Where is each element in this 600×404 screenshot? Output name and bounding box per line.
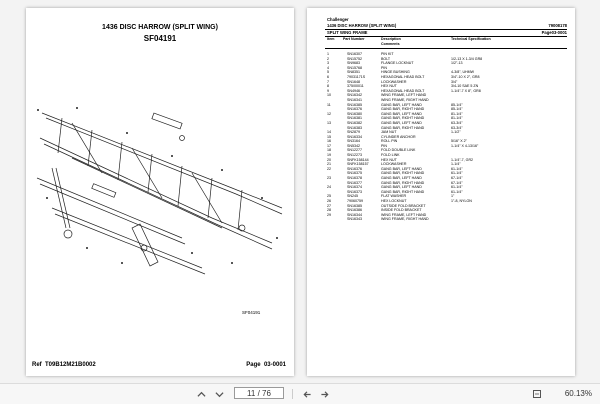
item-cell: 8 — [327, 84, 329, 89]
item-cell: 18 — [327, 148, 331, 153]
spec-cell: 61-1/4" — [451, 185, 463, 190]
item-cell: 2 — [327, 56, 329, 61]
part-number-cell: SN16383 — [347, 125, 362, 130]
part-number-cell: SN16307 — [347, 52, 362, 56]
spec-cell: 1"-8, NYLON — [451, 199, 472, 203]
description-cell: HEX LOCKNUT — [381, 199, 407, 203]
spec-cell: 85-1/4" — [451, 102, 463, 107]
item-cell: 11 — [327, 102, 331, 107]
description-cell: GANG BAR, LEFT HAND — [381, 102, 422, 107]
spec-cell — [451, 217, 561, 222]
page-current: 11 — [247, 388, 256, 398]
part-number-cell: SN16385 — [347, 203, 362, 208]
description-cell: GANG BAR, LEFT HAND — [381, 120, 422, 125]
col-comments: Comments — [381, 42, 400, 46]
parts-table — [327, 52, 567, 222]
part-number-cell: SN1648 — [347, 79, 360, 84]
description-cell: GANG BAR, LEFT HAND — [381, 166, 422, 171]
item-cell: 20 — [327, 157, 331, 162]
zoom-level[interactable]: 60.13% — [564, 389, 592, 398]
description-cell: GANG BAR, LEFT HAND — [381, 111, 422, 116]
description-cell: PIN — [381, 65, 387, 70]
description-cell: GANG BAR, LEFT HAND — [381, 176, 422, 181]
item-cell: 23 — [327, 176, 331, 181]
part-number-cell: 79031171S — [347, 74, 366, 79]
description-cell: FOLD DOUBLE LINK — [381, 148, 416, 153]
item-cell — [327, 217, 347, 222]
item-cell: 28 — [327, 208, 331, 213]
ref-field — [32, 362, 96, 368]
part-number-cell: SN16385 — [347, 102, 362, 107]
spec-cell: 3/4"-10 X 2", GR8 — [451, 74, 480, 79]
part-number-cell: SN16341 — [347, 97, 362, 102]
item-cell: 5 — [327, 70, 329, 75]
description-cell: GANG BAR, LEFT HAND — [381, 185, 422, 190]
item-cell: 14 — [327, 130, 331, 135]
fit-page-icon — [532, 389, 542, 399]
description-cell: FLAT WASHER — [381, 194, 407, 199]
item-cell: 6 — [327, 74, 329, 79]
spec-cell: 63-3/4" — [451, 120, 463, 125]
description-cell: HEXAGONAL HEAD BOLT — [381, 74, 425, 79]
part-number-cell: 375/00011 — [347, 84, 364, 89]
page-title: 1436 DISC HARROW (SPLIT WING) — [102, 24, 218, 31]
item-cell: 27 — [327, 203, 331, 208]
brand-name: Challenger — [327, 17, 349, 22]
parts-title: 1436 DISC HARROW (SPLIT WING) — [327, 23, 397, 28]
description-cell: HEXAGONAL HEAD BOLT — [381, 88, 425, 93]
spec-cell: 1/2"-13 — [451, 61, 463, 66]
item-cell: 19 — [327, 153, 331, 158]
next-page-button[interactable] — [212, 387, 226, 401]
toolbar-divider — [292, 389, 293, 399]
part-number-cell: SN16376 — [347, 166, 362, 171]
back-button[interactable] — [300, 387, 314, 401]
prev-page-button[interactable] — [194, 387, 208, 401]
description-cell: HEX NUT — [381, 157, 397, 162]
part-number-cell: SN16376 — [347, 107, 362, 112]
description-cell: GANG BAR, RIGHT HAND — [381, 116, 425, 121]
description-cell: WING FRAME, RIGHT HAND — [381, 97, 429, 102]
description-cell: GANG BAR, RIGHT HAND — [381, 107, 425, 112]
part-number-cell: SN16334 — [347, 134, 362, 139]
item-cell: 10 — [327, 93, 331, 98]
table-row — [327, 217, 567, 222]
part-number-cell: SN12277 — [347, 148, 362, 153]
col-description: Description — [381, 37, 401, 41]
item-cell: 3 — [327, 61, 329, 66]
page-value: 03-0001 — [263, 362, 286, 368]
spec-cell: 5/16" X 2" — [451, 139, 467, 144]
item-cell: 26 — [327, 199, 331, 203]
spec-cell: 67-1/4" — [451, 176, 463, 181]
page-reference: Page03-0001 — [541, 30, 567, 35]
description-cell: WING FRAME, LEFT HAND — [381, 212, 427, 217]
description-cell: FOLD LINK — [381, 153, 400, 158]
table-header-rule — [325, 48, 567, 49]
arrow-left-icon — [302, 390, 312, 399]
item-cell: 7 — [327, 79, 329, 84]
description-cell: HINGE BUSHING — [381, 70, 410, 75]
spec-cell: 67-1/4" — [451, 180, 463, 185]
section-name: SPLIT WING FRAME — [327, 30, 368, 35]
item-cell: 17 — [327, 143, 331, 148]
part-number-cell: SN16344 — [347, 212, 362, 217]
part-number-cell: SN16380 — [347, 111, 362, 116]
part-number-cell: SN9683 — [347, 61, 360, 66]
ref-label: Ref — [32, 362, 42, 368]
description-cell: LOCKWASHER — [381, 162, 407, 167]
item-cell: 22 — [327, 166, 331, 171]
spec-cell: 61-1/4" — [451, 171, 463, 176]
part-number-cell: SN16382 — [347, 120, 362, 125]
part-number-cell: SN4946 — [347, 88, 360, 93]
part-number-cell: SN16343 — [347, 217, 362, 222]
description-cell: CYLINDER ANCHOR — [381, 134, 416, 139]
part-number-cell: SN5342 — [347, 143, 360, 148]
page-number-input[interactable] — [234, 387, 284, 399]
doc-number: 79008178 — [548, 23, 567, 28]
item-cell: 25 — [327, 194, 331, 199]
description-cell: GANG BAR, RIGHT HAND — [381, 171, 425, 176]
page-right — [307, 8, 575, 376]
page-subtitle: SF04191 — [143, 34, 177, 43]
spec-cell: 81-1/4" — [451, 111, 463, 116]
spec-cell: 3/4-10 SAE 5 ZN — [451, 84, 479, 89]
col-item: Item — [327, 37, 335, 41]
item-cell: 24 — [327, 185, 331, 190]
part-number-cell: SN15752 — [347, 56, 362, 61]
spec-cell: 85-1/4" — [451, 107, 463, 112]
part-number-cell: SN16377 — [347, 180, 362, 185]
item-cell: 9 — [327, 88, 329, 93]
page-field — [246, 362, 286, 368]
description-cell: JAM NUT — [381, 130, 397, 135]
spec-cell: 61-1/4" — [451, 189, 463, 194]
arrow-right-icon — [320, 390, 330, 399]
ref-value: T09B12M21B0002 — [45, 362, 96, 368]
col-tech-spec: Technical Specification — [451, 37, 491, 41]
part-number-cell: SN245 — [347, 194, 358, 199]
spec-cell: 1-1/4"-7 X 8", GR8 — [451, 88, 481, 93]
spec-cell: 81-1/4" — [451, 116, 463, 121]
col-part-number: Part Number — [343, 37, 365, 41]
page-label: Page — [246, 362, 261, 368]
description-cell: LOCKWASHER — [381, 79, 407, 84]
spec-cell: 63-3/4" — [451, 125, 463, 130]
spec-cell: 4-3/8", UHMW — [451, 70, 475, 75]
spec-cell: 1-1/4" X 4-13/16" — [451, 143, 479, 148]
item-cell: 29 — [327, 212, 331, 217]
item-cell: 15 — [327, 134, 331, 139]
description-cell: INSIDE FOLD BRACKET — [381, 208, 422, 213]
description-cell: WING FRAME, LEFT HAND — [381, 93, 427, 98]
chevron-up-icon — [197, 390, 206, 399]
parts-diagram — [32, 78, 288, 288]
description-cell: HEX NUT — [381, 84, 397, 89]
description-cell: BOLT — [381, 56, 391, 61]
description-cell: WING FRAME, RIGHT HAND — [381, 217, 429, 222]
part-number-cell: SN2879 — [347, 130, 360, 135]
part-number-cell: SN16375 — [347, 171, 362, 176]
part-number-cell: SN12273 — [347, 153, 362, 158]
part-number-cell: SN16342 — [347, 93, 362, 98]
viewer-toolbar — [0, 383, 600, 404]
description-cell: GANG BAR, RIGHT HAND — [381, 180, 425, 185]
part-number-cell: SN16381 — [347, 116, 362, 121]
part-number-cell: 79060759 — [347, 199, 363, 203]
description-cell: GANG BAR, RIGHT HAND — [381, 125, 425, 130]
description-cell: FLANGE LOCKNUT — [381, 61, 414, 66]
part-number-cell: SN16373 — [347, 189, 362, 194]
forward-button[interactable] — [318, 387, 332, 401]
spec-cell: 1" — [451, 194, 455, 199]
spec-cell: 61-1/4" — [451, 166, 463, 171]
spec-cell: 1-1/4"-7, GR2 — [451, 157, 474, 162]
spec-cell: 3/4" — [451, 79, 458, 84]
item-cell: 16 — [327, 139, 331, 144]
item-cell: 1 — [327, 52, 329, 56]
part-number-cell: SN3164 — [347, 139, 360, 144]
page-left — [26, 8, 294, 376]
page-total: / 76 — [257, 388, 271, 398]
part-number-cell: SNFK158144 — [347, 157, 369, 162]
description-cell: PIN KIT — [381, 52, 394, 56]
item-cell: 21 — [327, 162, 331, 167]
description-cell: OUTSIDE FOLD BRACKET — [381, 203, 426, 208]
description-cell: PIN — [381, 143, 387, 148]
item-cell: 4 — [327, 65, 329, 70]
chevron-down-icon — [215, 390, 224, 399]
fit-page-button[interactable] — [530, 387, 544, 401]
description-cell: GANG BAR, RIGHT HAND — [381, 189, 425, 194]
item-cell: 13 — [327, 120, 331, 125]
part-number-cell: SN16378 — [347, 176, 362, 181]
spec-cell: 1/2-13 X 1-3/4 GR8 — [451, 56, 483, 61]
spec-cell: 1-1/4" — [451, 162, 461, 167]
part-number-cell: SN8351 — [347, 70, 360, 75]
description-cell: ROLL PIN — [381, 139, 398, 144]
item-cell: 12 — [327, 111, 331, 116]
part-number-cell: SN15768 — [347, 65, 362, 70]
part-number-cell: SN16374 — [347, 185, 362, 190]
sheet-label: SF04191 — [242, 310, 261, 315]
part-number-cell: SNFK158157 — [347, 162, 369, 167]
part-number-cell: SN16386 — [347, 208, 362, 213]
spec-cell: 1-1/2" — [451, 130, 461, 135]
